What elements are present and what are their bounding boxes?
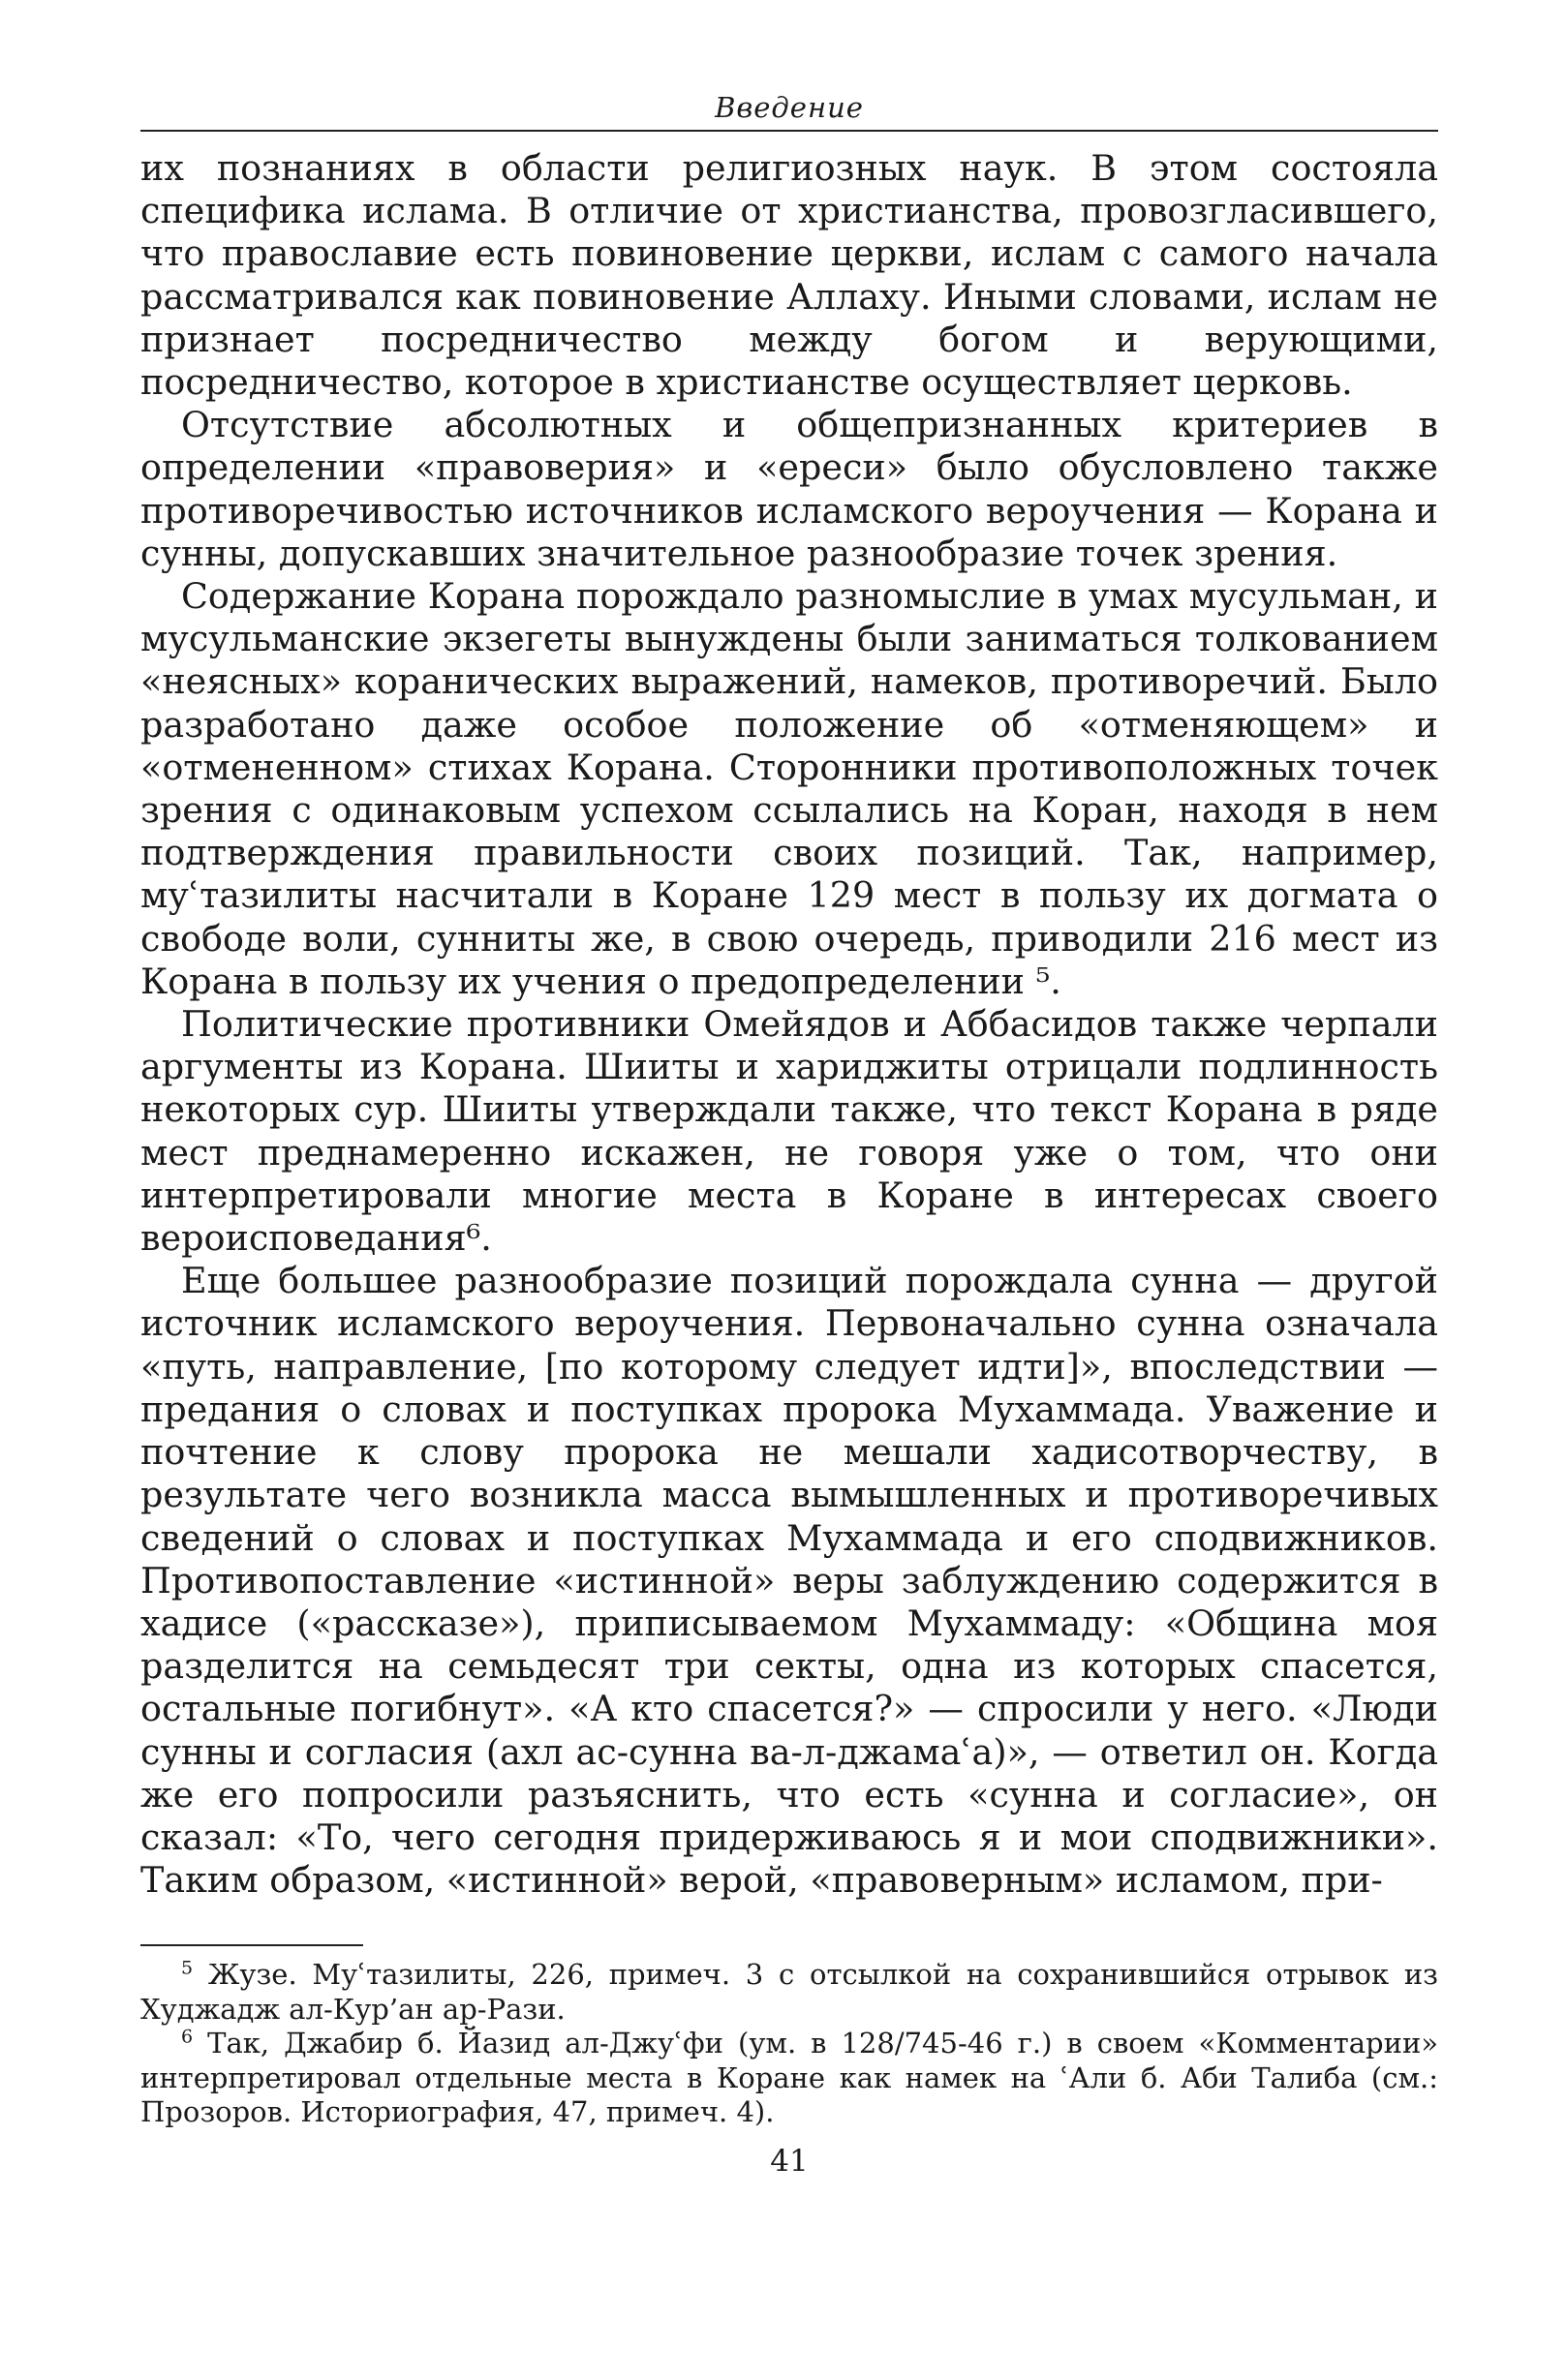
footnote-6 (140, 2027, 1438, 2130)
paragraph-5: Еще большее разнообразие позиций порождала сунна — другой источник исламского вероучения. Первоначально сунна означала «путь, направление, [по которому следует идти]», впоследствии — предания о словах и поступках пророка Мухаммада. Уважение и почтение к слову пророка не мешали хадисотворчеству, в результате чего возникла масса вымышленных и противоречивых сведений о словах и поступках Мухаммада и его сподвижников. Противопоставление «истинной» веры заблуждению содержится в хадисе («рассказе»), приписываемом Мухаммаду: «Община моя разделится на семьдесят три секты, одна из которых спасется, остальные погибнут». «А кто спасется?» — спросили у него. «Люди сунны и согласия (ахл ас-сунна ва-л-джамаʿа)», — ответил он. Когда же его попросили разъяснить, что есть «сунна и согласие», он сказал: «То, чего сегодня придерживаюсь я и мои сподвижники». Таким образом, «истинной» верой, «правоверным» исламом, при- (140, 1260, 1438, 1902)
page-number: 41 (770, 2143, 809, 2179)
paragraph-3: Содержание Корана порождало разномыслие в умах мусульман, и мусульманские экзегеты вынуждены были заниматься толкованием «неясных» коранических выражений, намеков, противоречий. Было разработано даже особое положение об «отменяющем» и «отмененном» стихах Корана. Сторонники противоположных точек зрения с одинаковым успехом ссылались на Коран, находя в нем подтверждения правильности своих позиций. Так, например, муʿтазилиты насчитали в Коране 129 мест в пользу их догмата о свободе воли, сунниты же, в свою очередь, приводили 216 мест из Корана в пользу их учения о предопределении ⁵. (140, 575, 1438, 1002)
paragraph-2: Отсутствие абсолютных и общепризнанных критериев в определении «правоверия» и «ереси» было обусловлено также противоречивостью источников исламского вероучения — Корана и сунны, допускавших значительное разнообразие точек зрения. (140, 404, 1438, 574)
footnote-5 (140, 1958, 1438, 2027)
paragraph-4: Политические противники Омейядов и Аббасидов также черпали аргументы из Корана. Шииты и хариджиты отрицали подлинность некоторых сур. Шииты утверждали также, что текст Корана в ряде мест преднамеренно искажен, не говоря уже о том, что они интерпретировали многие места в Коране в интересах своего вероисповедания⁶. (140, 1003, 1438, 1260)
footnote-number: 5 (181, 1957, 194, 1979)
main-text (140, 147, 1438, 1902)
footnote-text: Так, Джабир б. Йазид ал-Джуʿфи (ум. в 128/745-46 г.) в своем «Комментарии» интерпретировал отдельные места в Коране как намек на ʿАли б. Аби Талиба (см.: Прозоров. Историография, 47, примеч. 4). (140, 2027, 1439, 2129)
footnote-rule (140, 1944, 363, 1946)
paragraph-1: их познаниях в области религиозных наук. В этом состояла специфика ислама. В отличие от христианства, провозгласившего, что православие есть повиновение церкви, ислам с самого начала рассматривался как повиновение Аллаху. Иными словами, ислам не признает посредничество между богом и верующими, посредничество, которое в христианстве осуществляет церковь. (140, 147, 1438, 404)
footnote-number: 6 (181, 2026, 194, 2048)
book-page (140, 85, 1438, 2179)
footnotes (140, 1958, 1438, 2130)
footnote-text: Жузе. Муʿтазилиты, 226, примеч. 3 с отсылкой на сохранившийся отрывок из Худжадж ал-Кур’ан ар-Рази. (140, 1958, 1439, 2026)
running-title: Введение (715, 91, 864, 124)
header-rule (140, 130, 1438, 132)
